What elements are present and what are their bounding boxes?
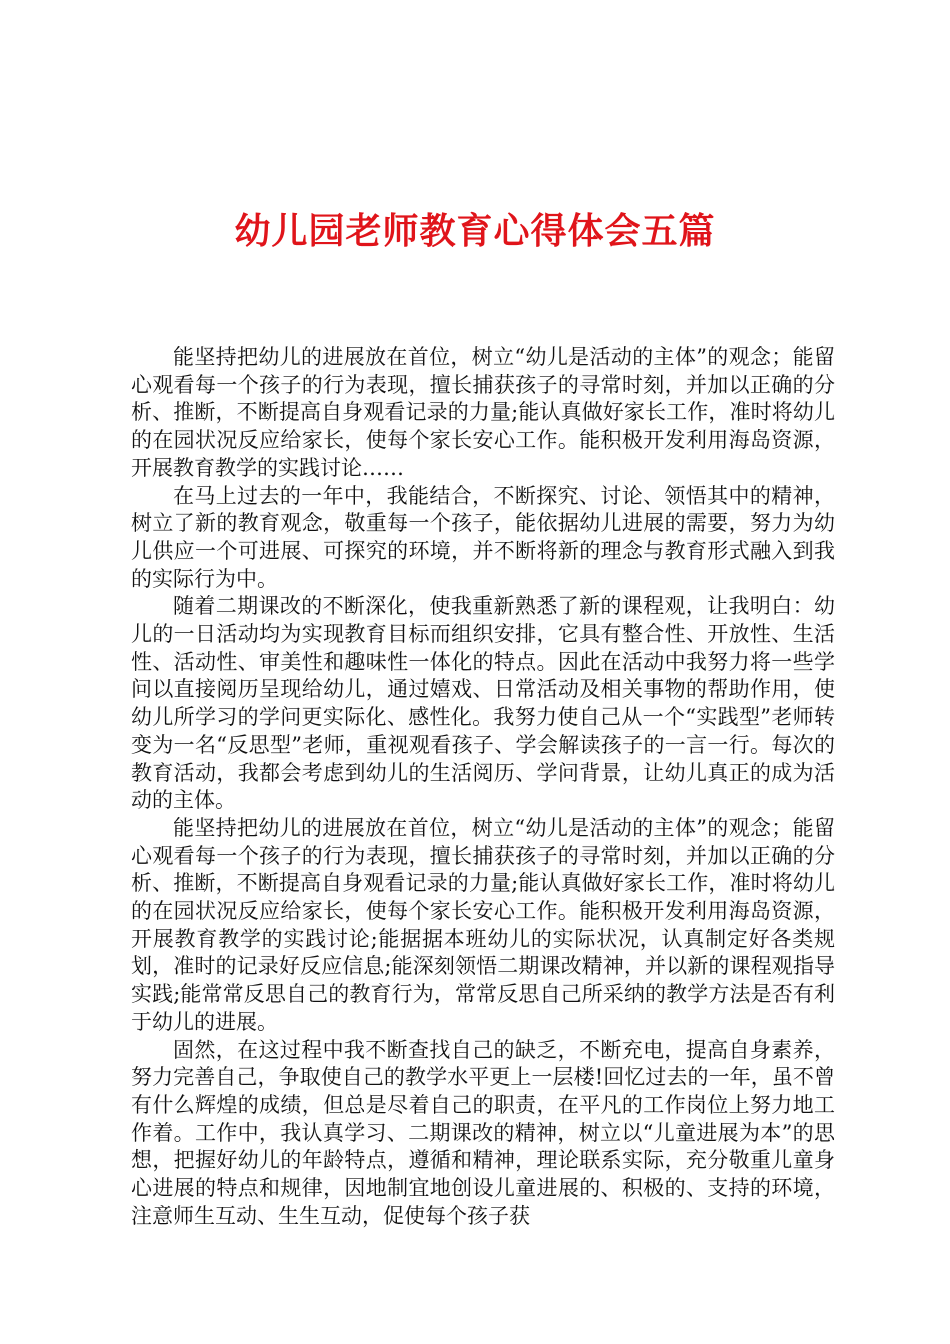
paragraph-4: 能坚持把幼儿的进展放在首位，树立“幼儿是活动的主体”的观念；能留心观看每一个孩子的行为表现，擅长捕获孩子的寻常时刻，并加以正确的分析、推断，不断提高自身观看记录的力量;能认真做好家长工作，准时将幼儿的在园状况反应给家长，使每个家长安心工作。能积极开发利用海岛资源，开展教育教学的实践讨论;能据据本班幼儿的实际状况，认真制定好各类规划，准时的记录好反应信息;能深刻领悟二期课改精神，并以新的课程观指导实践;能常常反思自己的教育行为，常常反思自己所采纳的教学方法是否有利于幼儿的进展。 [131, 815, 835, 1034]
document-title: 幼儿园老师教育心得体会五篇 [234, 210, 716, 252]
paragraph-3: 随着二期课改的不断深化，使我重新熟悉了新的课程观，让我明白：幼儿的一日活动均为实现教育目标而组织安排，它具有整合性、开放性、生活性、活动性、审美性和趣味性一体化的特点。因此在活动中我努力将一些学问以直接阅历呈现给幼儿，通过嬉戏、日常活动及相关事物的帮助作用，使幼儿所学习的学问更实际化、感性化。我努力使自己从一个“实践型”老师转变为一名“反思型”老师，重视观看孩子、学会解读孩子的一言一行。每次的教育活动，我都会考虑到幼儿的生活阅历、学问背景，让幼儿真正的成为活动的主体。 [131, 594, 835, 813]
paragraph-2: 在马上过去的一年中，我能结合，不断探究、讨论、领悟其中的精神，树立了新的教育观念，敬重每一个孩子，能依据幼儿进展的需要，努力为幼儿供应一个可进展、可探究的环境，并不断将新的理念与教育形式融入到我的实际行为中。 [131, 483, 835, 591]
document-body [131, 344, 835, 1231]
paragraph-1: 能坚持把幼儿的进展放在首位，树立“幼儿是活动的主体”的观念；能留心观看每一个孩子的行为表现，擅长捕获孩子的寻常时刻，并加以正确的分析、推断，不断提高自身观看记录的力量;能认真做好家长工作，准时将幼儿的在园状况反应给家长，使每个家长安心工作。能积极开发利用海岛资源，开展教育教学的实践讨论…… [131, 345, 835, 480]
paragraph-5: 固然，在这过程中我不断查找自己的缺乏，不断充电，提高自身素养，努力完善自己，争取使自己的教学水平更上一层楼!回忆过去的一年，虽不曾有什么辉煌的成绩，但总是尽着自己的职责，在平凡的工作岗位上努力地工作着。工作中，我认真学习、二期课改的精神，树立以“儿童进展为本”的思想，把握好幼儿的年龄特点，遵循和精神，理论联系实际，充分敬重儿童身心进展的特点和规律，因地制宜地创设儿童进展的、积极的、支持的环境，注意师生互动、生生互动，促使每个孩子获 [131, 1037, 835, 1228]
